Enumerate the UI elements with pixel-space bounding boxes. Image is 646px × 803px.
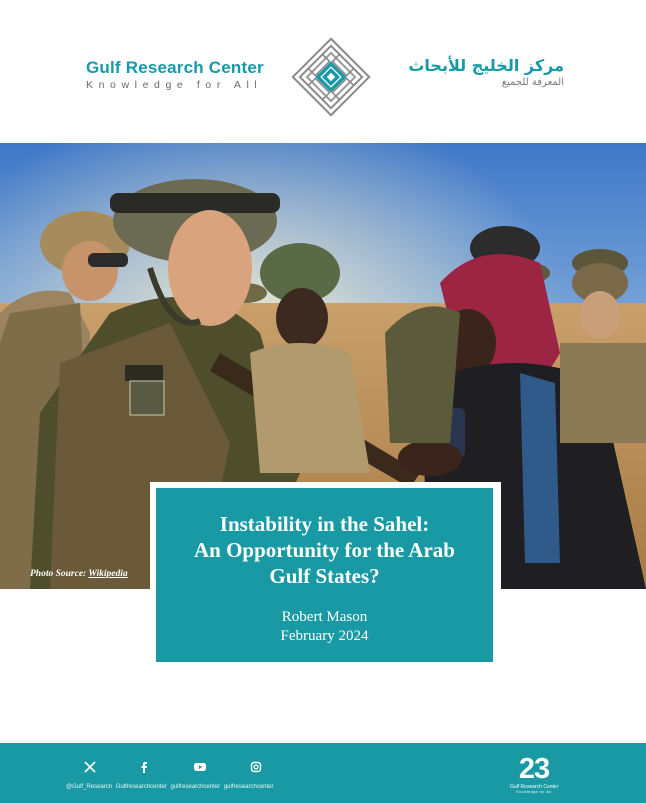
anniversary-badge xyxy=(510,754,558,795)
brand-name-ar: مركز الخليج للأبحاث xyxy=(408,56,564,75)
x-icon[interactable] xyxy=(83,759,97,773)
report-title-line-3: Gulf States? xyxy=(269,564,380,588)
report-title-line-1: Instability in the Sahel: xyxy=(219,512,430,536)
report-title xyxy=(164,511,485,589)
geometric-seal-logo-icon xyxy=(291,37,371,117)
brand-tagline-en: Knowledge for All xyxy=(86,79,263,91)
report-title-line-2: An Opportunity for the Arab xyxy=(194,538,455,562)
brand-arabic xyxy=(378,56,564,88)
header xyxy=(0,0,646,143)
photo-source-caption xyxy=(30,569,128,579)
anniversary-number: 23 xyxy=(518,753,550,785)
brand-english xyxy=(86,58,286,91)
title-card xyxy=(150,482,501,666)
author-name: Robert Mason xyxy=(281,609,368,625)
photo-source-link[interactable]: Wikipedia xyxy=(88,569,128,579)
anniversary-line-1: Gulf Research Center xyxy=(510,784,559,790)
title-panel xyxy=(156,488,493,662)
brand-name-en: Gulf Research Center xyxy=(86,58,264,77)
social-handles: @Gulf_Research Gulfresearchcenter gulfresearchcenter gulfresearchcenter xyxy=(66,784,274,790)
publication-date: February 2024 xyxy=(280,628,369,644)
brand-tagline-ar: المعرفة للجميع xyxy=(501,77,564,88)
anniversary-line-2: Knowledge for All xyxy=(516,790,552,794)
facebook-icon[interactable] xyxy=(137,759,151,773)
youtube-icon[interactable] xyxy=(193,759,207,773)
instagram-icon[interactable] xyxy=(249,759,263,773)
photo-source-label: Photo Source: xyxy=(30,569,89,579)
